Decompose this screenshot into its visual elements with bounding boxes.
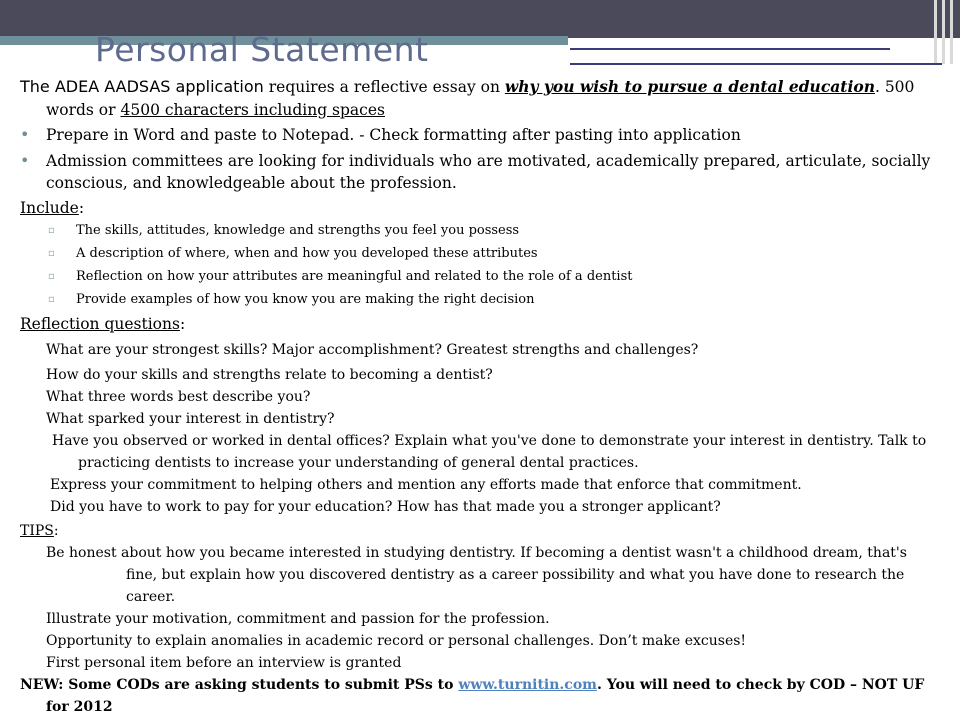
intro-character-limit: 4500 characters including spaces xyxy=(120,100,385,119)
include-item-text: A description of where, when and how you developed these attributes xyxy=(76,246,538,261)
new-note-prefix: NEW: Some CODs are asking students to submit PSs to xyxy=(20,677,459,693)
include-item xyxy=(20,219,935,242)
include-item xyxy=(20,265,935,288)
reflection-question: What are your strongest skills? Major accomplishment? Greatest strengths and challenges? xyxy=(46,341,699,358)
slide-title: Personal Statement xyxy=(95,30,429,69)
decorative-rule-lines xyxy=(570,45,900,67)
tip-item: First personal item before an interview is granted xyxy=(46,655,402,671)
bullet-text: Prepare in Word and paste to Notepad. - Check formatting after pasting into application xyxy=(46,126,741,144)
square-bullet-icon: ▫ xyxy=(48,248,55,259)
square-bullet-icon: ▫ xyxy=(48,271,55,282)
include-item xyxy=(20,242,935,265)
intro-tail: . 500 words or xyxy=(46,78,915,119)
bullet-item xyxy=(20,150,935,195)
intro-lead: The ADEA AADSAS application xyxy=(20,77,264,96)
tip-item: Opportunity to explain anomalies in academic record or personal challenges. Don’t make excuses! xyxy=(46,633,747,649)
bullet-text: Admission committees are looking for individuals who are motivated, academically prepared, articulate, socially conscious, and knowledgeable about the profession. xyxy=(46,151,931,192)
turnitin-link[interactable]: www.turnitin.com xyxy=(458,677,597,693)
reflection-question: How do your skills and strengths relate to becoming a dentist? xyxy=(46,366,493,383)
bullet-item xyxy=(20,124,935,147)
decorative-vertical-bars xyxy=(930,0,960,64)
tip-item: Illustrate your motivation, commitment and passion for the profession. xyxy=(46,611,550,627)
reflection-heading-colon: : xyxy=(179,315,186,333)
tips-heading-text: TIPS xyxy=(20,522,54,539)
new-note xyxy=(20,674,935,718)
new-note-suffix: . You will need to check by COD – NOT UF for 2012 xyxy=(46,677,925,715)
reflection-question: Have you observed or worked in dental offices? Explain what you've done to demonstrate your interest in dentistry. Talk to practicing dentists to increase your understanding of general dental practices. xyxy=(52,432,927,471)
square-bullet-icon: ▫ xyxy=(48,294,55,305)
include-heading-colon: : xyxy=(78,198,85,217)
intro-emphasis: why you wish to pursue a dental education xyxy=(504,77,875,96)
include-heading-text: Include xyxy=(20,198,79,217)
reflection-question: Express your commitment to helping others and mention any efforts made that enforce that commitment. xyxy=(50,476,802,493)
bullet-dot-icon: • xyxy=(20,150,30,170)
include-item-text: The skills, attitudes, knowledge and strengths you feel you possess xyxy=(76,223,520,238)
include-item-text: Reflection on how your attributes are meaningful and related to the role of a dentist xyxy=(76,269,633,284)
square-bullet-icon: ▫ xyxy=(48,225,55,236)
reflection-heading xyxy=(20,313,935,336)
bullet-dot-icon: • xyxy=(20,125,30,144)
include-heading xyxy=(20,197,935,220)
intro-mid: requires a reflective essay on xyxy=(263,78,505,96)
tips-heading xyxy=(20,520,935,543)
intro-paragraph xyxy=(20,76,935,121)
reflection-heading-text: Reflection questions xyxy=(20,315,180,333)
slide-body xyxy=(20,76,935,718)
reflection-question: Did you have to work to pay for your education? How has that made you a stronger applicant? xyxy=(50,498,721,515)
include-item-text: Provide examples of how you know you are making the right decision xyxy=(76,292,535,307)
tip-item: Be honest about how you became interested in studying dentistry. If becoming a dentist wasn't a childhood dream, that's fine, but explain how you discovered dentistry as a career possibility and what you have done to research the career. xyxy=(46,545,907,605)
tips-heading-colon: : xyxy=(53,522,59,539)
reflection-question: What sparked your interest in dentistry? xyxy=(46,410,335,427)
include-item xyxy=(20,288,935,311)
reflection-question: What three words best describe you? xyxy=(46,388,311,405)
